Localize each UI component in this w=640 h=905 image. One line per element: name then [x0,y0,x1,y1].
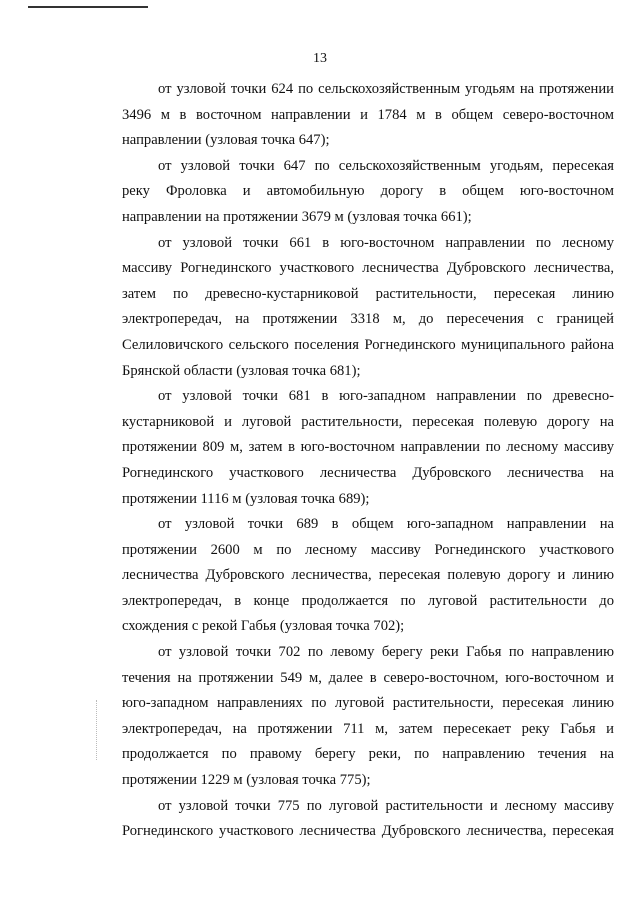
text-line: протяжении 2600 м по лесному массиву Рогнединского участкового [122,541,614,558]
text-line: юго-западном направлениях по луговой растительности, пересекая линию [122,695,614,712]
text-line: лесничества Дубровского лесничества, пересекая полевую дорогу и линию [122,567,614,584]
paragraph-1 [122,77,614,154]
text-line: схождения с рекой Габья (узловая точка 702); [122,618,405,635]
text-line: от узловой точки 661 в юго-восточном направлении по лесному [158,234,614,251]
page-number: 13 [313,51,327,66]
text-line: протяжении 1229 м (узловая точка 775); [122,772,371,789]
text-line: от узловой точки 689 в общем юго-западном направлении на [158,516,614,533]
paragraph-3 [122,231,614,385]
text-line: массиву Рогнединского участкового лесничества Дубровского лесничества, [122,260,614,277]
text-line: кустарниковой и луговой растительности, пересекая полевую дорогу на [122,413,614,430]
text-line: протяжении 809 м, затем в юго-восточном направлении по лесному массиву [122,439,614,456]
text-line: направлении (узловая точка 647); [122,132,330,149]
text-line: продолжается по правому берегу реки, по направлению течения на [122,746,614,763]
scan-margin-mark [96,700,98,760]
text-line: реку Фроловка и автомобильную дорогу в общем юго-восточном [122,183,614,200]
text-line: 3496 м в восточном направлении и 1784 м в общем северо-восточном [122,106,614,123]
paragraph-5 [122,512,614,640]
paragraph-4 [122,384,614,512]
text-line: Рогнединского участкового лесничества Дубровского лесничества, пересекая [122,823,614,840]
text-line: Брянской области (узловая точка 681); [122,362,361,379]
text-line: электропередач, на протяжении 3318 м, до пересечения с границей [122,311,614,328]
text-line: от узловой точки 647 по сельскохозяйственным угодьям, пересекая [158,157,614,174]
text-line: от узловой точки 775 по луговой растительности и лесному массиву [158,797,614,814]
text-line: электропередач, в конце продолжается по луговой растительности до [122,592,614,609]
text-line: Селиловичского сельского поселения Рогнединского муниципального района [122,336,614,353]
paragraph-2 [122,154,614,231]
document-body [122,77,614,845]
text-line: электропередач, на протяжении 711 м, затем пересекает реку Габья и [122,720,614,737]
text-line: течения на протяжении 549 м, далее в северо-восточном, юго-восточном и [122,669,614,686]
text-line: направлении на протяжении 3679 м (узловая точка 661); [122,208,472,225]
text-line: протяжении 1116 м (узловая точка 689); [122,490,370,507]
text-line: от узловой точки 702 по левому берегу реки Габья по направлению [158,644,614,661]
paragraph-7 [122,794,614,845]
top-rule [28,6,148,8]
text-line: от узловой точки 624 по сельскохозяйственным угодьям на протяжении [158,81,614,97]
paragraph-6 [122,640,614,794]
text-line: от узловой точки 681 в юго-западном направлении по древесно- [158,388,614,405]
text-line: Рогнединского участкового лесничества Дубровского лесничества на [122,464,614,481]
text-line: затем по древесно-кустарниковой растительности, пересекая линию [122,285,614,302]
